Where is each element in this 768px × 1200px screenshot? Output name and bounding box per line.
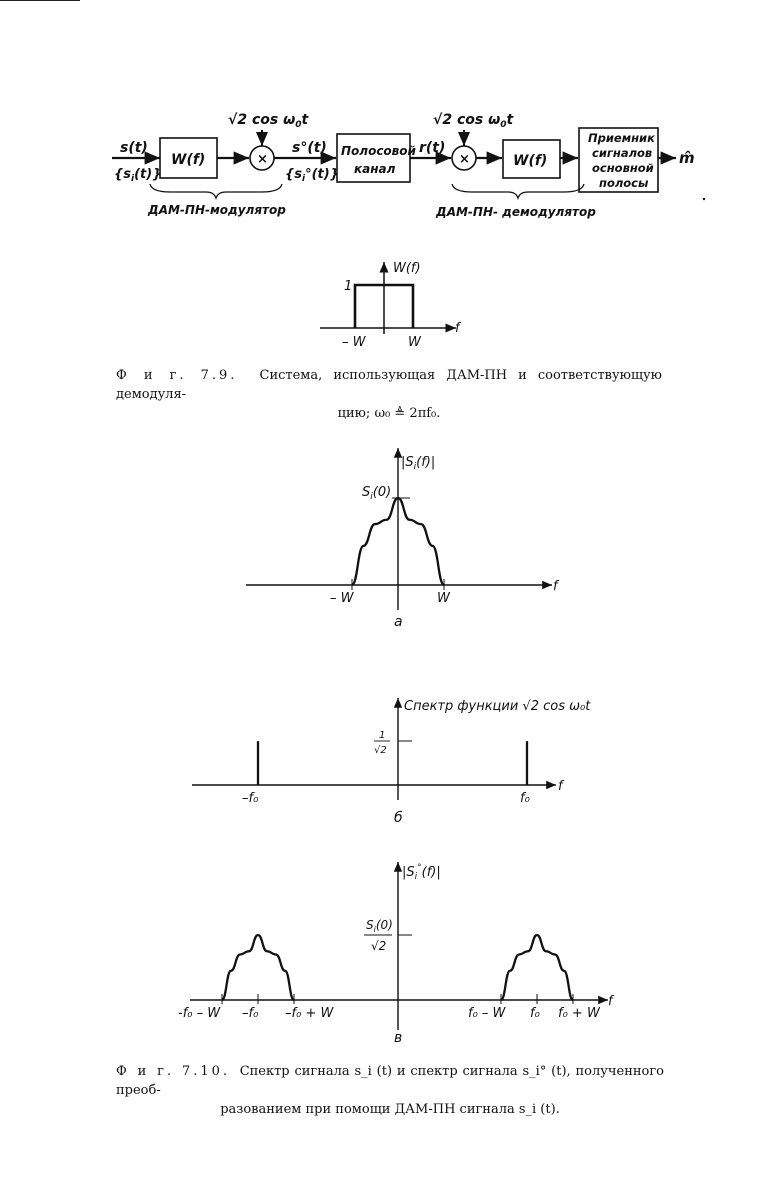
chart-c-level-den: √2 bbox=[371, 939, 387, 953]
chart-c-xlabel: f bbox=[608, 994, 613, 1009]
filter-plot-level: 1 bbox=[344, 279, 353, 294]
chart-a-tick-right: W bbox=[437, 591, 450, 606]
chart-c-spectrum-neg-f0 bbox=[222, 935, 294, 1000]
mixer-2-multiply-icon: × bbox=[459, 152, 470, 167]
chart-c-spectrum-pos-f0 bbox=[501, 935, 573, 1000]
filter-plot-ylabel: W(f) bbox=[393, 261, 421, 276]
filter-1-label: W(f) bbox=[171, 152, 206, 168]
input-signal-label: s(t) bbox=[120, 140, 148, 156]
demodulator-label: ДАМ-ПН- демодулятор bbox=[436, 205, 596, 219]
chart-c-tick-2: –f₀ bbox=[242, 1006, 259, 1021]
filter-plot-left-tick: – W bbox=[342, 335, 366, 350]
receiver-label-line3: основной bbox=[592, 161, 654, 175]
channel-label-line2: канал bbox=[354, 162, 396, 176]
chart-c-ylabel: $|S_i^\circ(f)|$ bbox=[402, 863, 441, 882]
caption-7-10-line1: Спектр сигнала s_i (t) и спектр сигнала s_i° (t), полученного преоб- bbox=[116, 1064, 664, 1098]
chart-a-xlabel: f bbox=[553, 579, 558, 594]
mixer-1-label: √2 $\cos \omega_0t$ bbox=[228, 112, 309, 130]
mixer-1-multiply-icon: × bbox=[257, 152, 268, 167]
chart-a-peak-label: $S_i(0)$ bbox=[362, 485, 392, 502]
caption-fig-7-10 bbox=[116, 1062, 664, 1119]
chart-c-tick-4: f₀ – W bbox=[468, 1006, 506, 1021]
receiver-label-line1: Приемник bbox=[588, 131, 655, 145]
chart-c-tick-3: –f₀ + W bbox=[285, 1006, 334, 1021]
input-set-label: $\{s_i(t)\}$ bbox=[114, 167, 162, 184]
caption-7-9-prefix: Ф и г. 7.9. bbox=[116, 368, 238, 383]
chart-c-panel-label: в bbox=[394, 1030, 403, 1046]
caption-7-10-line2: разованием при помощи ДАМ-ПН сигнала s_i (t). bbox=[220, 1102, 560, 1117]
chart-c-tick-1: -f₀ – W bbox=[178, 1006, 221, 1021]
receiver-label-line4: полосы bbox=[599, 176, 649, 190]
modulator-label: ДАМ-ПН-модулятор bbox=[148, 203, 286, 217]
chart-c-tick-5: f₀ bbox=[530, 1006, 540, 1021]
mid-set-label: $\{s_i^\circ(t)\}$ bbox=[285, 167, 339, 184]
channel-label-line1: Полосовой bbox=[341, 144, 416, 158]
filter-2-label: W(f) bbox=[513, 153, 548, 169]
chart-b-level-num: 1 bbox=[379, 730, 386, 741]
mid-signal-label: s°(t) bbox=[292, 140, 327, 156]
chart-b-tick-neg-f0: –f₀ bbox=[242, 791, 259, 806]
chart-b-level-den: √2 bbox=[374, 745, 387, 756]
receiver-label-line2: сигналов bbox=[592, 146, 653, 160]
caption-7-10-prefix: Ф и г. 7.10. bbox=[116, 1064, 230, 1079]
chart-a-tick-left: – W bbox=[330, 591, 354, 606]
chart-b-title: Спектр функции √2 cos ω₀t bbox=[404, 699, 591, 714]
chart-a-panel-label: а bbox=[394, 614, 403, 630]
chart-b-tick-pos-f0: f₀ bbox=[520, 791, 530, 806]
caption-7-9-line1: Система, использующая ДАМ-ПН и соответствующую демодуля- bbox=[116, 368, 662, 402]
filter-plot-xlabel: f bbox=[455, 321, 460, 336]
filter-plot-right-tick: W bbox=[408, 335, 421, 350]
mixer-2-label: √2 $\cos \omega_0t$ bbox=[433, 112, 514, 130]
chart-b-xlabel: f bbox=[558, 779, 563, 794]
caption-7-9-line2: цию; ω₀ ≜ 2πf₀. bbox=[337, 406, 441, 421]
chart-a-ylabel: $|S_i(f)|$ bbox=[401, 455, 436, 472]
chart-c-tick-6: f₀ + W bbox=[558, 1006, 600, 1021]
received-signal-label: r(t) bbox=[419, 140, 446, 156]
chart-c-level-num: $S_i(0)$ bbox=[366, 918, 393, 934]
output-estimate-label: m̂ bbox=[679, 149, 695, 167]
chart-b-panel-label: б bbox=[394, 810, 403, 826]
